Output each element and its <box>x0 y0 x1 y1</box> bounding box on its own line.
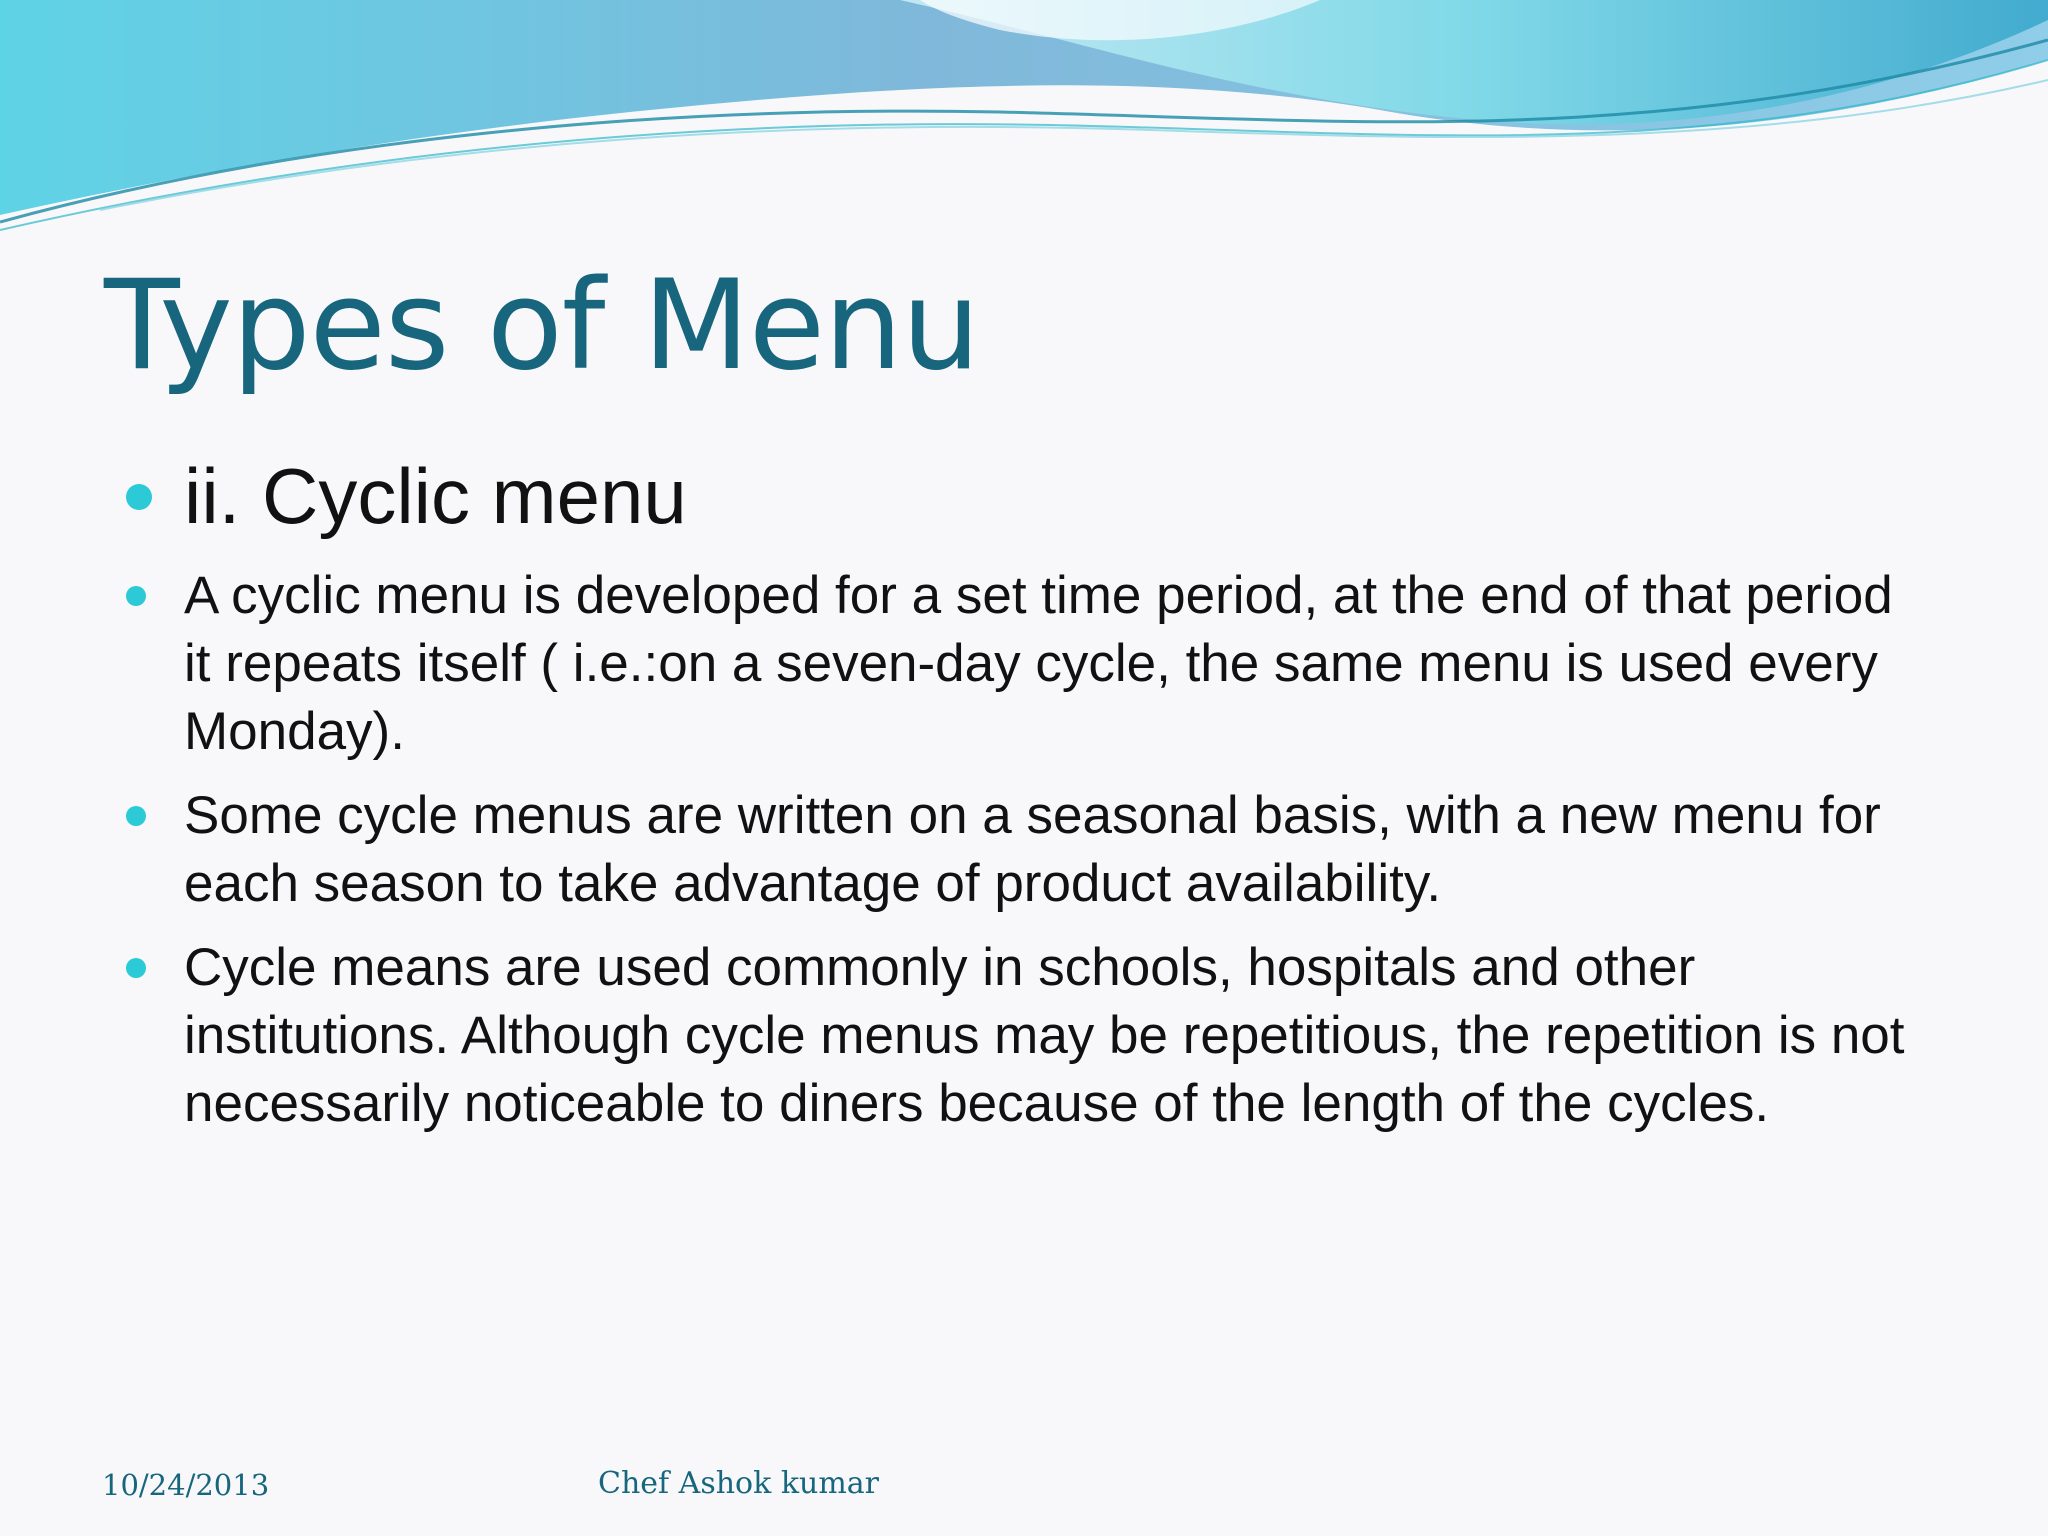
subheading-item <box>126 448 1906 544</box>
bullet-dot-icon <box>126 586 146 606</box>
wave-banner <box>0 0 2048 240</box>
slide-title: Types of Menu <box>104 254 980 398</box>
footer-date: 10/24/2013 <box>102 1468 270 1502</box>
list-item-text: A cyclic menu is developed for a set time period, at the end of that period it repeats itself ( i.e.:on a seven-day cycle, the same menu is used every Monday). <box>184 566 1893 761</box>
list-item <box>126 782 1906 918</box>
list-item <box>126 934 1906 1138</box>
bullet-dot-icon <box>126 484 152 510</box>
bullet-dot-icon <box>126 958 146 978</box>
subheading-text: ii. Cyclic menu <box>184 452 687 540</box>
slide-content <box>126 448 1906 1154</box>
footer-author: Chef Ashok kumar <box>598 1466 880 1501</box>
list-item-text: Some cycle menus are written on a seasonal basis, with a new menu for each season to take advantage of product availability. <box>184 786 1881 913</box>
list-item <box>126 562 1906 766</box>
list-item-text: Cycle means are used commonly in schools, hospitals and other institutions. Although cycle menus may be repetitious, the repetition is not necessarily noticeable to diners because of the length of the cycles. <box>184 938 1905 1133</box>
bullet-dot-icon <box>126 806 146 826</box>
